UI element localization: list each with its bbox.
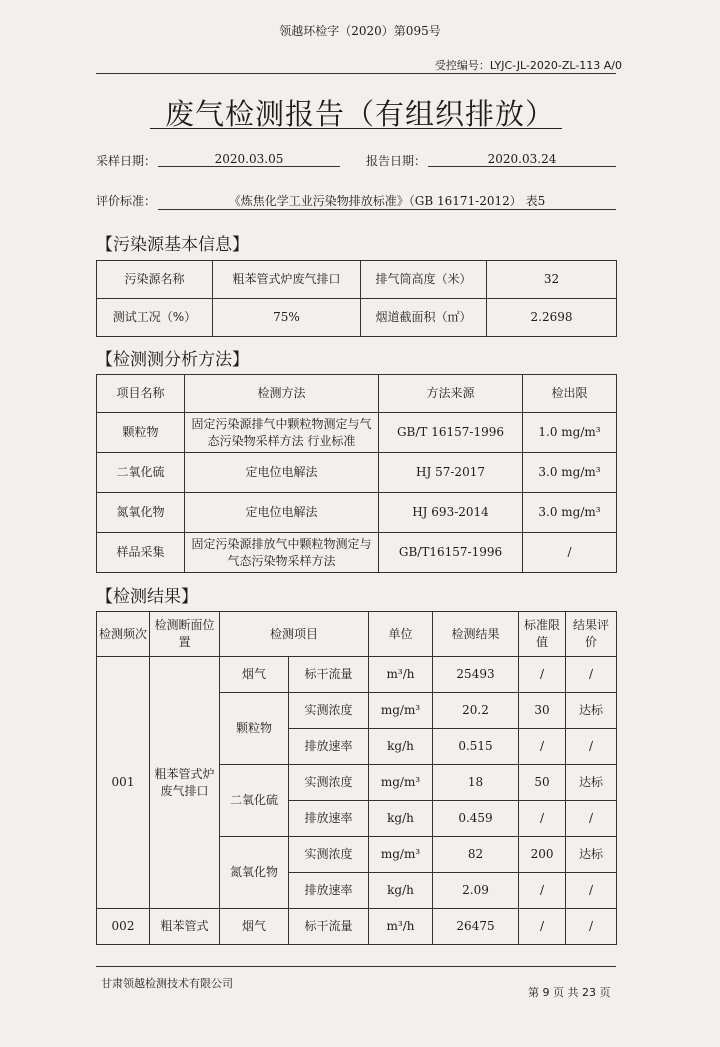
pm-conc-label: 实测浓度 xyxy=(289,693,369,729)
result-header-freq: 检测频次 xyxy=(97,612,150,657)
operating-condition-label: 测试工况（%） xyxy=(97,299,213,337)
result-header-result: 检测结果 xyxy=(433,612,519,657)
pm-rate-eval: / xyxy=(566,729,617,765)
control-number: 受控编号：LYJC-JL-2020-ZL-113 A/0 xyxy=(434,59,622,72)
result-header-item: 检测项目 xyxy=(220,612,369,657)
flow-value-002: 26475 xyxy=(433,909,519,945)
method-item: 样品采集 xyxy=(97,533,185,573)
result-table xyxy=(96,611,617,945)
so2-rate-value: 0.459 xyxy=(433,801,519,837)
standard-value: 《炼焦化学工业污染物排放标准》（GB 16171-2012） 表5 xyxy=(158,192,616,210)
method-header-limit: 检出限 xyxy=(523,375,617,413)
method-item: 二氧化硫 xyxy=(97,453,185,493)
document-number: 领越环检字（2020）第095号 xyxy=(279,24,441,38)
method-name: 固定污染源排放气中颗粒物测定与气态污染物采样方法 xyxy=(185,533,379,573)
so2-rate-unit: kg/h xyxy=(369,801,433,837)
title-underline xyxy=(150,128,562,129)
pm-conc-eval: 达标 xyxy=(566,693,617,729)
footer-divider xyxy=(96,966,616,967)
source-section-title: 【污染源基本信息】 xyxy=(96,235,249,255)
result-location-002: 粗苯管式 xyxy=(150,909,220,945)
nox-conc-eval: 达标 xyxy=(566,837,617,873)
method-header-method: 检测方法 xyxy=(185,375,379,413)
method-header-item: 项目名称 xyxy=(97,375,185,413)
nox-conc-value: 82 xyxy=(433,837,519,873)
flow-value: 25493 xyxy=(433,657,519,693)
method-name: 定电位电解法 xyxy=(185,493,379,533)
report-date-label: 报告日期： xyxy=(366,154,427,168)
so2-conc-unit: mg/m³ xyxy=(369,765,433,801)
pm-rate-value: 0.515 xyxy=(433,729,519,765)
method-table xyxy=(96,374,617,573)
so2-conc-eval: 达标 xyxy=(566,765,617,801)
report-date-value: 2020.03.24 xyxy=(428,152,616,167)
page-number: 第 9 页 共 23 页 xyxy=(528,986,611,999)
result-freq-002: 002 xyxy=(97,909,150,945)
result-section-title: 【检测结果】 xyxy=(96,587,198,607)
table-row xyxy=(97,533,617,573)
source-name-value: 粗苯管式炉废气排口 xyxy=(213,261,361,299)
source-name-label: 污染源名称 xyxy=(97,261,213,299)
so2-rate-label: 排放速率 xyxy=(289,801,369,837)
method-name: 固定污染源排气中颗粒物测定与气态污染物采样方法 行业标准 xyxy=(185,413,379,453)
report-title: 废气检测报告（有组织排放） xyxy=(164,97,555,131)
operating-condition-value: 75% xyxy=(213,299,361,337)
table-row xyxy=(97,453,617,493)
result-header-location: 检测断面位置 xyxy=(150,612,220,657)
so2-conc-label: 实测浓度 xyxy=(289,765,369,801)
flow-label: 标干流量 xyxy=(289,657,369,693)
pm-rate-label: 排放速率 xyxy=(289,729,369,765)
flow-limit-002: / xyxy=(519,909,566,945)
pm-label: 颗粒物 xyxy=(220,693,289,765)
method-header-source: 方法来源 xyxy=(379,375,523,413)
so2-rate-eval: / xyxy=(566,801,617,837)
so2-label: 二氧化硫 xyxy=(220,765,289,837)
flow-label-002: 标干流量 xyxy=(289,909,369,945)
method-source: HJ 693-2014 xyxy=(379,493,523,533)
nox-rate-unit: kg/h xyxy=(369,873,433,909)
stack-height-value: 32 xyxy=(487,261,617,299)
method-limit: 1.0 mg/m³ xyxy=(523,413,617,453)
flue-area-label: 烟道截面积（㎡） xyxy=(361,299,487,337)
pm-rate-unit: kg/h xyxy=(369,729,433,765)
pm-rate-limit: / xyxy=(519,729,566,765)
header-divider xyxy=(96,73,616,74)
method-limit: 3.0 mg/m³ xyxy=(523,493,617,533)
flow-eval-002: / xyxy=(566,909,617,945)
company-name: 甘肃领越检测技术有限公司 xyxy=(101,977,233,990)
method-source: GB/T16157-1996 xyxy=(379,533,523,573)
method-limit: 3.0 mg/m³ xyxy=(523,453,617,493)
flow-unit-002: m³/h xyxy=(369,909,433,945)
result-header-limit: 标准限值 xyxy=(519,612,566,657)
flue-gas-label: 烟气 xyxy=(220,657,289,693)
table-row xyxy=(97,493,617,533)
method-limit: / xyxy=(523,533,617,573)
table-row xyxy=(97,413,617,453)
so2-conc-limit: 50 xyxy=(519,765,566,801)
result-header-unit: 单位 xyxy=(369,612,433,657)
sampling-date-value: 2020.03.05 xyxy=(158,152,340,167)
nox-rate-label: 排放速率 xyxy=(289,873,369,909)
result-freq-001: 001 xyxy=(97,657,150,909)
so2-conc-value: 18 xyxy=(433,765,519,801)
flow-limit: / xyxy=(519,657,566,693)
method-name: 定电位电解法 xyxy=(185,453,379,493)
method-source: HJ 57-2017 xyxy=(379,453,523,493)
sampling-date-label: 采样日期： xyxy=(96,154,157,168)
pm-conc-value: 20.2 xyxy=(433,693,519,729)
pm-conc-unit: mg/m³ xyxy=(369,693,433,729)
nox-conc-unit: mg/m³ xyxy=(369,837,433,873)
flow-unit: m³/h xyxy=(369,657,433,693)
method-item: 颗粒物 xyxy=(97,413,185,453)
method-item: 氮氧化物 xyxy=(97,493,185,533)
nox-label: 氮氧化物 xyxy=(220,837,289,909)
flue-gas-label-002: 烟气 xyxy=(220,909,289,945)
standard-label: 评价标准： xyxy=(96,194,157,208)
nox-conc-limit: 200 xyxy=(519,837,566,873)
method-source: GB/T 16157-1996 xyxy=(379,413,523,453)
result-location-001: 粗苯管式炉废气排口 xyxy=(150,657,220,909)
nox-rate-limit: / xyxy=(519,873,566,909)
flue-area-value: 2.2698 xyxy=(487,299,617,337)
stack-height-label: 排气筒高度（米） xyxy=(361,261,487,299)
result-header-eval: 结果评价 xyxy=(566,612,617,657)
nox-conc-label: 实测浓度 xyxy=(289,837,369,873)
source-info-table xyxy=(96,260,617,337)
flow-eval: / xyxy=(566,657,617,693)
pm-conc-limit: 30 xyxy=(519,693,566,729)
method-section-title: 【检测测分析方法】 xyxy=(96,350,249,370)
nox-rate-eval: / xyxy=(566,873,617,909)
nox-rate-value: 2.09 xyxy=(433,873,519,909)
so2-rate-limit: / xyxy=(519,801,566,837)
